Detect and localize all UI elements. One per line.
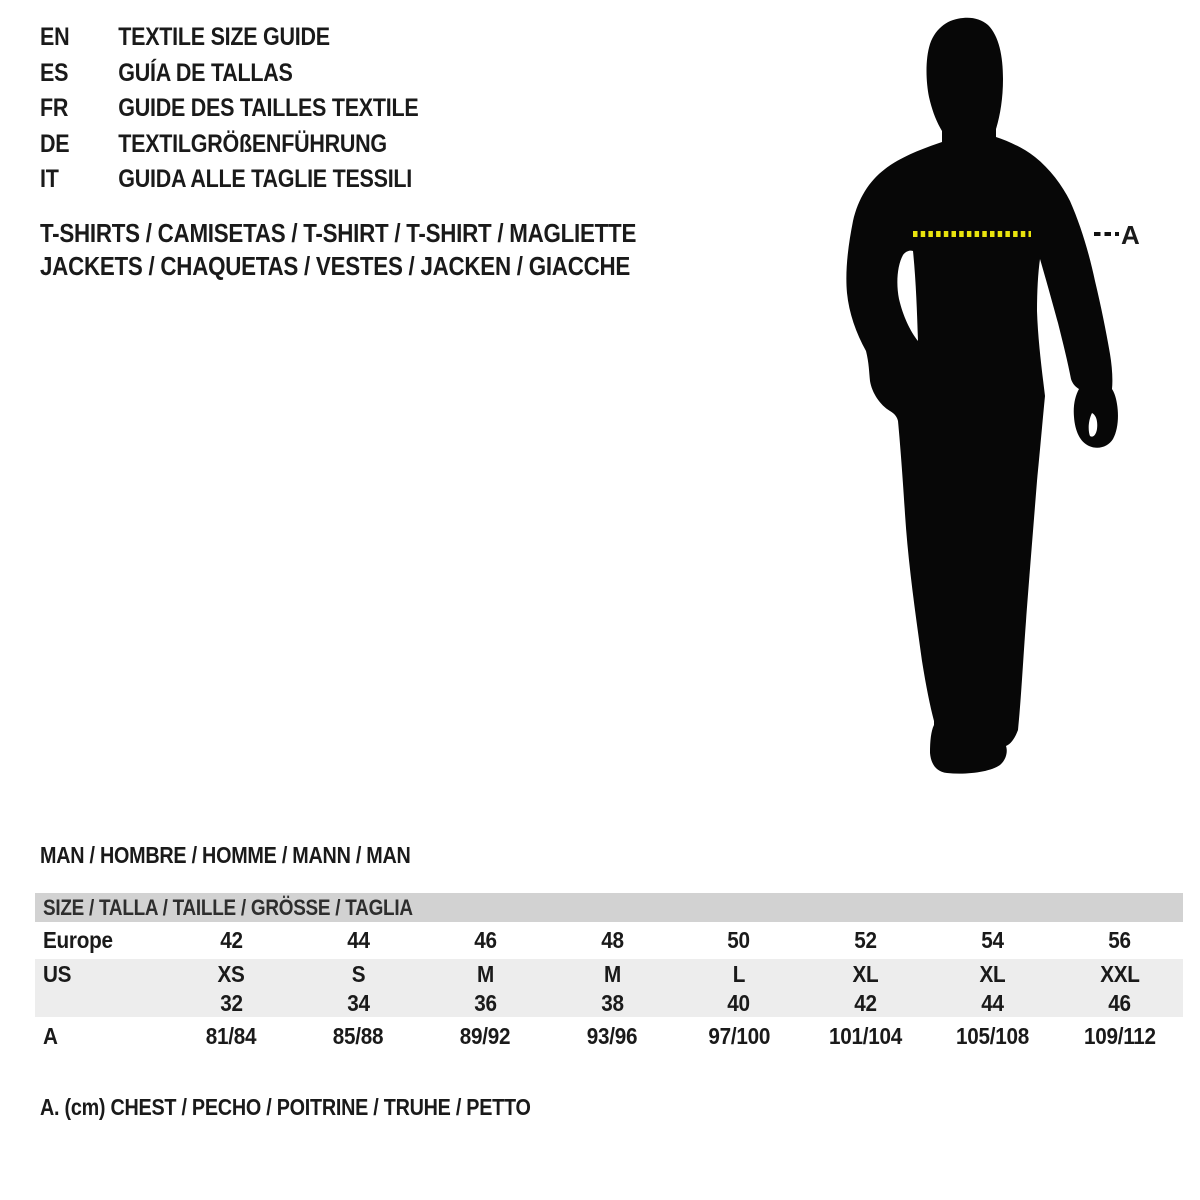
size-cell: 105/108 [956,1022,1030,1049]
size-cell: 48 [600,927,624,953]
table-row-us [35,959,1183,989]
table-header-bar [35,893,1183,922]
language-label: GUIDA ALLE TAGLIE TESSILI [118,165,413,194]
size-cell: 52 [854,927,878,953]
size-cell: L [732,960,746,987]
size-cell: 32 [220,989,243,1016]
size-cell: 38 [600,989,624,1016]
language-label: TEXTILGRÖßENFÜHRUNG [118,129,387,158]
size-cell: 46 [1108,989,1131,1016]
language-code: EN [40,23,70,52]
size-cell: 44 [981,989,1004,1016]
size-cell: 46 [473,927,497,953]
size-cell: 89/92 [459,1022,511,1049]
language-code: DE [40,129,70,158]
size-cell: 36 [473,989,497,1016]
measure-label-a: A [1121,220,1140,250]
size-cell: S [351,960,366,987]
row-label: A [43,1022,58,1049]
size-cell: XL [852,960,879,987]
table-row-numeric [35,989,1183,1017]
measurement-footnote: A. (cm) CHEST / PECHO / POITRINE / TRUHE / PETTO [40,1094,531,1120]
section-title: MAN / HOMBRE / HOMME / MANN / MAN [40,842,411,868]
size-cell: M [476,960,494,987]
language-label: TEXTILE SIZE GUIDE [118,23,330,52]
category-line-tshirts: T-SHIRTS / CAMISETAS / T-SHIRT / T-SHIRT / MAGLIETTE [40,218,637,248]
size-cell: XL [979,960,1006,987]
size-cell: 40 [727,989,751,1016]
man-silhouette-path [846,18,1118,774]
size-cell: 109/112 [1083,1022,1156,1049]
size-cell: 42 [854,989,878,1016]
size-cell: M [603,960,621,987]
language-code: ES [40,58,69,87]
row-label: Europe [43,927,113,953]
size-cell: XS [217,960,245,987]
size-cell: 85/88 [333,1022,384,1049]
size-cell: XXL [1099,960,1140,987]
size-cell: 56 [1108,927,1131,953]
language-label: GUÍA DE TALLAS [118,58,293,87]
size-cell: 44 [347,927,370,953]
size-cell: 50 [727,927,751,953]
row-label: US [43,960,72,987]
category-line-jackets: JACKETS / CHAQUETAS / VESTES / JACKEN / GIACCHE [40,250,631,281]
size-cell: 34 [347,989,370,1016]
row-label [35,990,168,1017]
language-code: FR [40,94,69,123]
size-cell: 97/100 [708,1022,770,1049]
size-cell: 93/96 [586,1022,638,1049]
size-cell: 81/84 [206,1022,257,1049]
size-cell: 54 [981,927,1004,953]
size-cell: 101/104 [829,1022,903,1049]
table-header-label: SIZE / TALLA / TAILLE / GRÖSSE / TAGLIA [43,894,413,920]
language-code: IT [40,165,59,194]
size-table [35,893,1183,1055]
table-row-chest-a [35,1017,1183,1055]
size-cell: 42 [220,927,243,953]
table-row-europe [35,922,1183,959]
language-label: GUIDE DES TAILLES TEXTILE [118,94,419,123]
